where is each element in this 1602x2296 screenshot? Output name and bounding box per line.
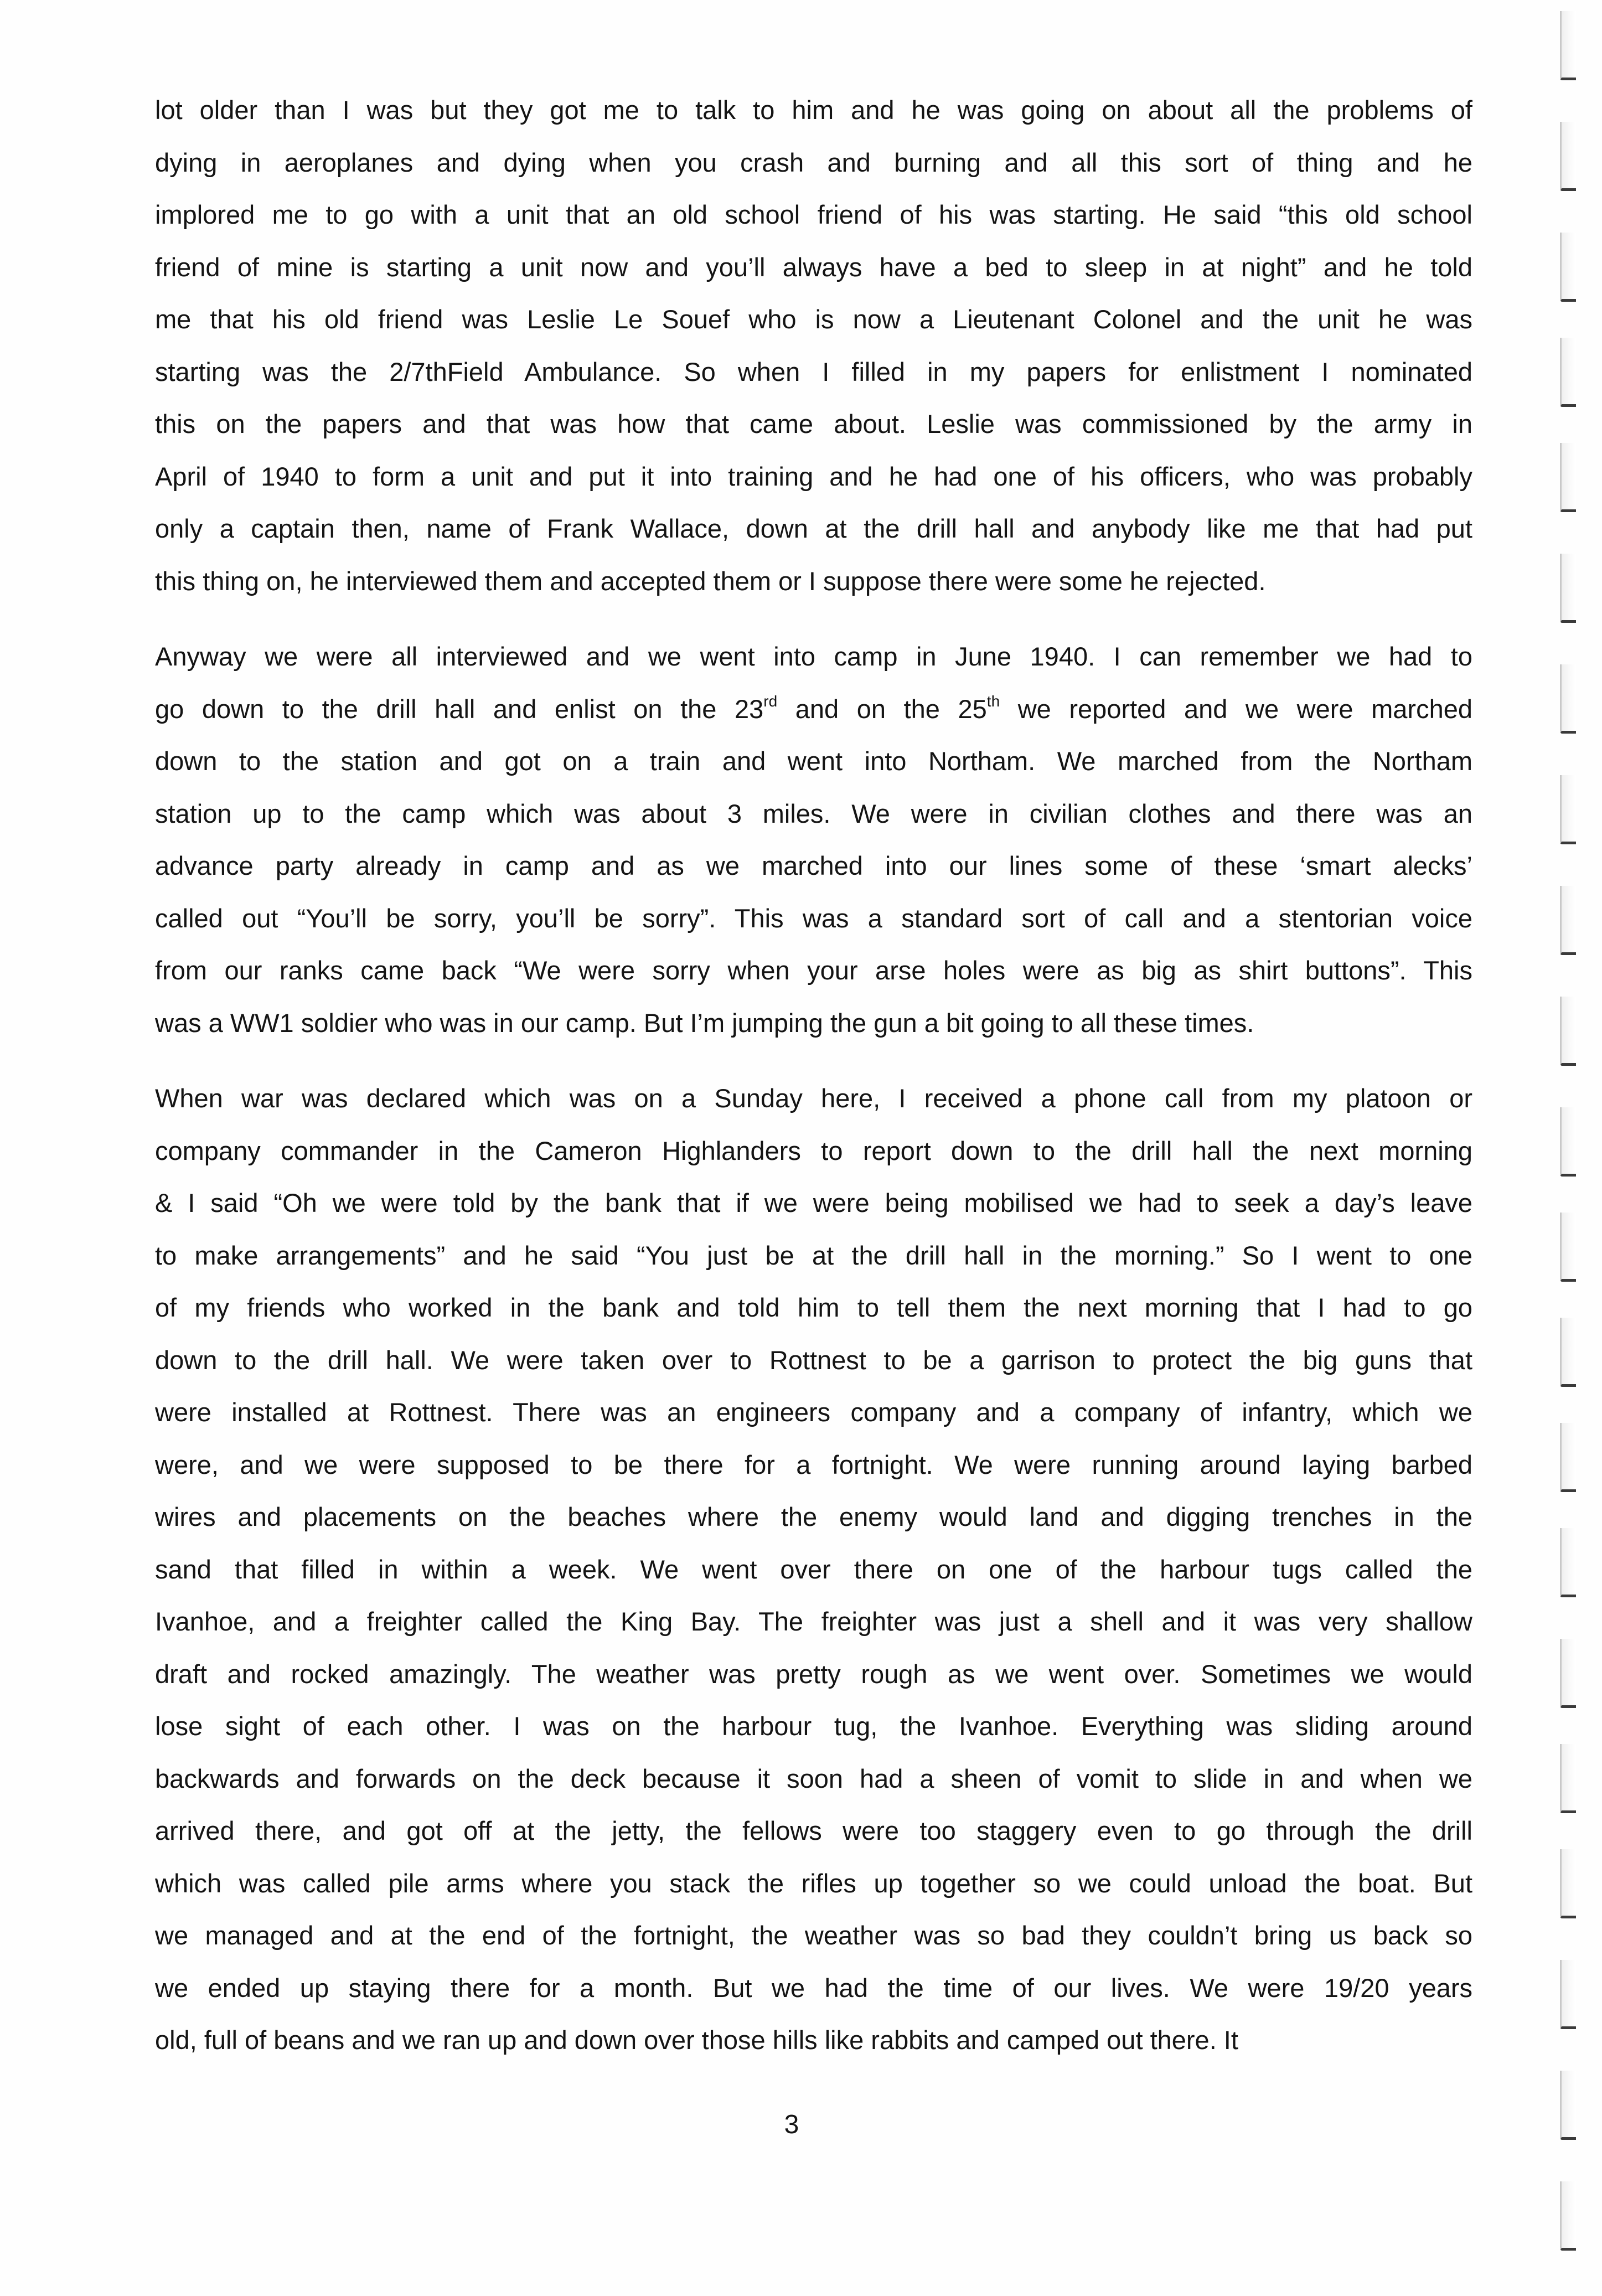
binding-tab bbox=[1560, 1318, 1576, 1387]
text-line: which was called pile arms where you stack the rifles up together so we could unload the boat. But bbox=[155, 1868, 1472, 1898]
text-line: to make arrangements” and he said “You just be at the drill hall in the morning.” So I went to one bbox=[155, 1240, 1472, 1270]
binding-tab bbox=[1560, 2071, 1576, 2140]
text-line: April of 1940 to form a unit and put it into training and he had one of his officers, who was probably bbox=[155, 461, 1472, 491]
binding-tab bbox=[1560, 554, 1576, 623]
binding-tab bbox=[1560, 1744, 1576, 1813]
body-text bbox=[155, 84, 1472, 2090]
binding-tab bbox=[1560, 2181, 1576, 2251]
binding-tab bbox=[1560, 338, 1576, 407]
binding-tab bbox=[1560, 1849, 1576, 1918]
text-line: station up to the camp which was about 3 miles. We were in civilian clothes and there was an bbox=[155, 798, 1472, 828]
text-line: advance party already in camp and as we marched into our lines some of these ‘smart alecks’ bbox=[155, 851, 1472, 880]
binding-tabs bbox=[1556, 0, 1589, 2296]
text-line: me that his old friend was Leslie Le Souef who is now a Lieutenant Colonel and the unit he was bbox=[155, 305, 1472, 334]
text-line: we managed and at the end of the fortnight, the weather was so bad they couldn’t bring us back so bbox=[155, 1921, 1472, 1950]
text-line: starting was the 2/7thField Ambulance. So when I filled in my papers for enlistment I nominated bbox=[155, 357, 1472, 386]
text-line: draft and rocked amazingly. The weather was pretty rough as we went over. Sometimes we would bbox=[155, 1659, 1472, 1689]
text-line: dying in aeroplanes and dying when you crash and burning and all this sort of thing and he bbox=[155, 147, 1472, 177]
text-segment: and on the 25 bbox=[777, 694, 987, 724]
binding-tab bbox=[1560, 1107, 1576, 1177]
text-line: implored me to go with a unit that an old school friend of his was starting. He said “this old school bbox=[155, 200, 1472, 229]
binding-tab bbox=[1560, 233, 1576, 302]
text-line: company commander in the Cameron Highlanders to report down to the drill hall the next morning bbox=[155, 1136, 1472, 1165]
text-line: sand that filled in within a week. We went over there on one of the harbour tugs called the bbox=[155, 1554, 1472, 1584]
binding-tab bbox=[1560, 443, 1576, 512]
binding-tab bbox=[1560, 1213, 1576, 1282]
text-line: were installed at Rottnest. There was an engineers company and a company of infantry, which we bbox=[155, 1397, 1472, 1427]
text-line: When war was declared which was on a Sunday here, I received a phone call from my platoon or bbox=[155, 1083, 1472, 1113]
text-line: & I said “Oh we were told by the bank that if we were being mobilised we had to seek a day’s leave bbox=[155, 1188, 1472, 1217]
text-line: this on the papers and that was how that came about. Leslie was commissioned by the army in bbox=[155, 409, 1472, 438]
text-line: was a WW1 soldier who was in our camp. But I’m jumping the gun a bit going to all these times. bbox=[155, 1008, 1254, 1038]
ordinal-suffix: rd bbox=[763, 692, 778, 710]
text-line: backwards and forwards on the deck because it soon had a sheen of vomit to slide in and when we bbox=[155, 1763, 1472, 1793]
binding-tab bbox=[1560, 1639, 1576, 1708]
page-number: 3 bbox=[784, 2110, 799, 2139]
text-line: down to the station and got on a train and went into Northam. We marched from the Northam bbox=[155, 746, 1472, 776]
binding-tab bbox=[1560, 122, 1576, 191]
text-line: arrived there, and got off at the jetty, the fellows were too staggery even to go through the drill bbox=[155, 1816, 1472, 1845]
binding-tab bbox=[1560, 997, 1576, 1066]
text-line: friend of mine is starting a unit now and you’ll always have a bed to sleep in at night” and he told bbox=[155, 252, 1472, 282]
text-line: down to the drill hall. We were taken over to Rottnest to be a garrison to protect the big guns that bbox=[155, 1345, 1472, 1375]
binding-tab bbox=[1560, 664, 1576, 734]
text-line: of my friends who worked in the bank and told him to tell them the next morning that I had to go bbox=[155, 1293, 1472, 1322]
text-line: called out “You’ll be sorry, you’ll be sorry”. This was a standard sort of call and a stentorian voice bbox=[155, 903, 1472, 933]
paragraph bbox=[155, 84, 1472, 607]
paragraph bbox=[155, 631, 1472, 1049]
text-line: we ended up staying there for a month. But we had the time of our lives. We were 19/20 years bbox=[155, 1973, 1472, 2003]
text-line: lose sight of each other. I was on the harbour tug, the Ivanhoe. Everything was sliding around bbox=[155, 1711, 1472, 1741]
text-line: wires and placements on the beaches where the enemy would land and digging trenches in the bbox=[155, 1502, 1472, 1531]
binding-tab bbox=[1560, 1423, 1576, 1492]
ordinal-suffix: th bbox=[986, 692, 1000, 710]
binding-tab bbox=[1560, 11, 1576, 80]
binding-tab bbox=[1560, 886, 1576, 955]
binding-tab bbox=[1560, 1528, 1576, 1597]
text-line: old, full of beans and we ran up and down over those hills like rabbits and camped out there. It bbox=[155, 2025, 1238, 2055]
text-line: Anyway we were all interviewed and we went into camp in June 1940. I can remember we had to bbox=[155, 642, 1472, 671]
text-segment: we reported and we were marched bbox=[1000, 694, 1472, 724]
text-line: from our ranks came back “We were sorry when your arse holes were as big as shirt buttons”. This bbox=[155, 956, 1472, 985]
text-line: lot older than I was but they got me to talk to him and he was going on about all the problems of bbox=[155, 95, 1472, 125]
text-line: were, and we were supposed to be there for a fortnight. We were running around laying barbed bbox=[155, 1449, 1472, 1479]
text-line: this thing on, he interviewed them and accepted them or I suppose there were some he rejected. bbox=[155, 566, 1266, 596]
text-segment: go down to the drill hall and enlist on the 23 bbox=[155, 694, 764, 724]
binding-tab bbox=[1560, 775, 1576, 844]
binding-tab bbox=[1560, 1960, 1576, 2029]
text-line: only a captain then, name of Frank Wallace, down at the drill hall and anybody like me that had put bbox=[155, 514, 1472, 543]
text-line: Ivanhoe, and a freighter called the King Bay. The freighter was just a shell and it was very shallow bbox=[155, 1607, 1472, 1636]
paragraph bbox=[155, 1072, 1472, 2067]
text-line bbox=[155, 683, 1472, 736]
